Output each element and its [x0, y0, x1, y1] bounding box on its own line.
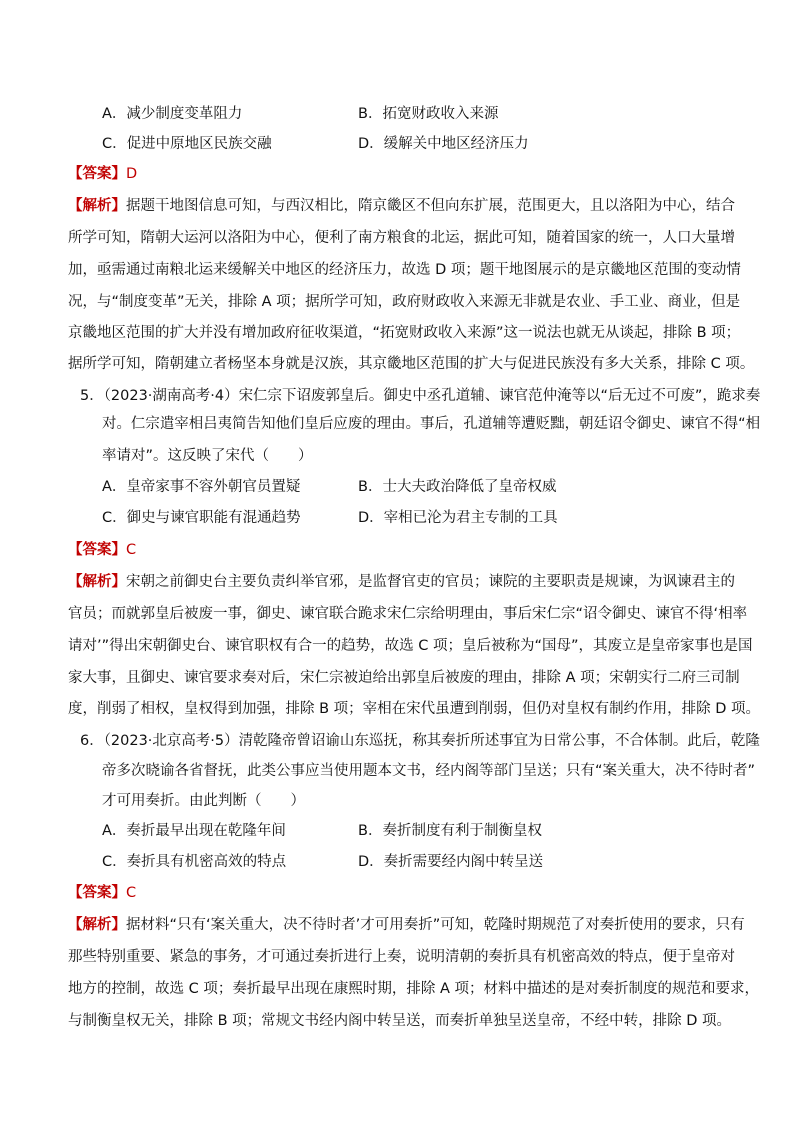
q5-analysis-line: 度，削弱了相权，皇权得到加强，排除 B 项；宰相在宋代虽遭到削弱，但仍对皇权有制约作用，排除 D 项。 — [68, 701, 761, 717]
q4-analysis-line: 京畿地区范围的扩大并没有增加政府征收渠道，“拓宽财政收入来源”这一说法也就无从谈起，排除 B 项； — [68, 325, 741, 341]
q6-stem-line: 6．（2023·北京高考·5）清乾隆帝曾诏谕山东巡抚，称其奏折所述事宜为日常公事，不合体制。此后，乾隆 — [80, 733, 760, 749]
analysis-label: 【解析】 — [68, 198, 126, 214]
q4-option-b: B．拓宽财政收入来源 — [358, 106, 499, 122]
q5-analysis-line: 官员；而就郭皇后被废一事，御史、谏官联合跪求宋仁宗给明理由，事后宋仁宗“诏令御史、谏官不得‘相率 — [68, 606, 748, 622]
q4-analysis-line: 加，亟需通过南粮北运来缓解关中地区的经济压力，故选 D 项；题干地图展示的是京畿地区范围的变动情 — [68, 262, 741, 278]
q6-stem-line: 才可用奏折。由此判断（ ） — [102, 793, 305, 809]
answer-label: 【答案】 — [68, 542, 126, 558]
q6-answer — [68, 883, 136, 903]
analysis-text: 宋朝之前御史台主要负责纠举官邪，是监督官吏的官员；谏院的主要职责是规谏，为讽谏君主的 — [126, 574, 735, 590]
q5-analysis-line: 请对’”得出宋朝御史台、谏官职权有合一的趋势，故选 C 项；皇后被称为“国母”，其废立是皇帝家事也是国 — [68, 638, 753, 654]
q6-analysis-line: 那些特别重要、紧急的事务，才可通过奏折进行上奏，说明清朝的奏折具有机密高效的特点，便于皇帝对 — [68, 949, 735, 965]
analysis-label: 【解析】 — [68, 917, 126, 933]
q5-stem-line: 5．（2023·湖南高考·4）宋仁宗下诏废郭皇后。御史中丞孔道辅、谏官范仲淹等以“后无过不可废”，跪求奏 — [80, 388, 761, 404]
q6-option-d: D．奏折需要经内阁中转呈送 — [358, 854, 544, 870]
q4-option-c: C．促进中原地区民族交融 — [102, 136, 272, 152]
q6-option-a: A．奏折最早出现在乾隆年间 — [102, 823, 286, 839]
q5-option-d: D．宰相已沦为君主专制的工具 — [358, 510, 558, 526]
q5-stem-line: 率请对”。这反映了宋代（ ） — [102, 448, 313, 464]
q6-analysis-line: 与制衡皇权无关，排除 B 项；常规文书经内阁中转呈送，而奏折单独呈送皇帝，不经中转，排除 D 项。 — [68, 1013, 732, 1029]
q4-option-a: A．减少制度变革阻力 — [102, 106, 243, 122]
answer-value: D — [126, 166, 138, 182]
q4-analysis-line: 据所学可知，隋朝建立者杨坚本身就是汉族，其京畿地区范围的扩大与促进民族没有多大关系，排除 C 项。 — [68, 356, 755, 372]
q4-analysis-line: 况，与“制度变革”无关，排除 A 项；据所学可知，政府财政收入来源无非就是农业、手工业、商业，但是 — [68, 294, 741, 310]
answer-label: 【答案】 — [68, 166, 126, 182]
analysis-text: 据材料“只有‘案关重大，决不待时者’才可用奏折”可知，乾隆时期规范了对奏折使用的要求，只有 — [126, 917, 745, 933]
q6-analysis-line: 地方的控制，故选 C 项；奏折最早出现在康熙时期，排除 A 项；材料中描述的是对奏折制度的规范和要求， — [68, 981, 759, 997]
analysis-label: 【解析】 — [68, 574, 126, 590]
q5-analysis-line — [68, 572, 735, 592]
analysis-text: 据题干地图信息可知，与西汉相比，隋京畿区不但向东扩展，范围更大，且以洛阳为中心，结合 — [126, 198, 735, 214]
q5-answer — [68, 540, 136, 560]
q6-stem-line: 帝多次晓谕各省督抚，此类公事应当使用题本文书，经内阁等部门呈送；只有“案关重大，决不待时者” — [102, 763, 756, 779]
q4-option-d: D．缓解关中地区经济压力 — [358, 136, 529, 152]
answer-value: C — [126, 885, 137, 901]
q5-analysis-line: 家大事，且御史、谏官要求奏对后，宋仁宗被迫给出郭皇后被废的理由，排除 A 项；宋朝实行二府三司制 — [68, 670, 740, 686]
q4-analysis-line — [68, 196, 735, 216]
q6-option-b: B．奏折制度有利于制衡皇权 — [358, 823, 542, 839]
q4-answer — [68, 164, 137, 184]
q6-option-c: C．奏折具有机密高效的特点 — [102, 854, 287, 870]
q5-option-b: B．士大夫政治降低了皇帝权威 — [358, 479, 557, 495]
q5-option-a: A．皇帝家事不容外朝官员置疑 — [102, 479, 301, 495]
q5-option-c: C．御史与谏官职能有混通趋势 — [102, 510, 301, 526]
q4-analysis-line: 所学可知，隋朝大运河以洛阳为中心，便利了南方粮食的北运，据此可知，随着国家的统一，人口大量增 — [68, 230, 735, 246]
q6-analysis-line — [68, 915, 745, 935]
answer-value: C — [126, 542, 137, 558]
q5-stem-line: 对。仁宗遣宰相吕夷简告知他们皇后应废的理由。事后，孔道辅等遭贬黜，朝廷诏令御史、谏官不得“相 — [102, 416, 761, 432]
answer-label: 【答案】 — [68, 885, 126, 901]
